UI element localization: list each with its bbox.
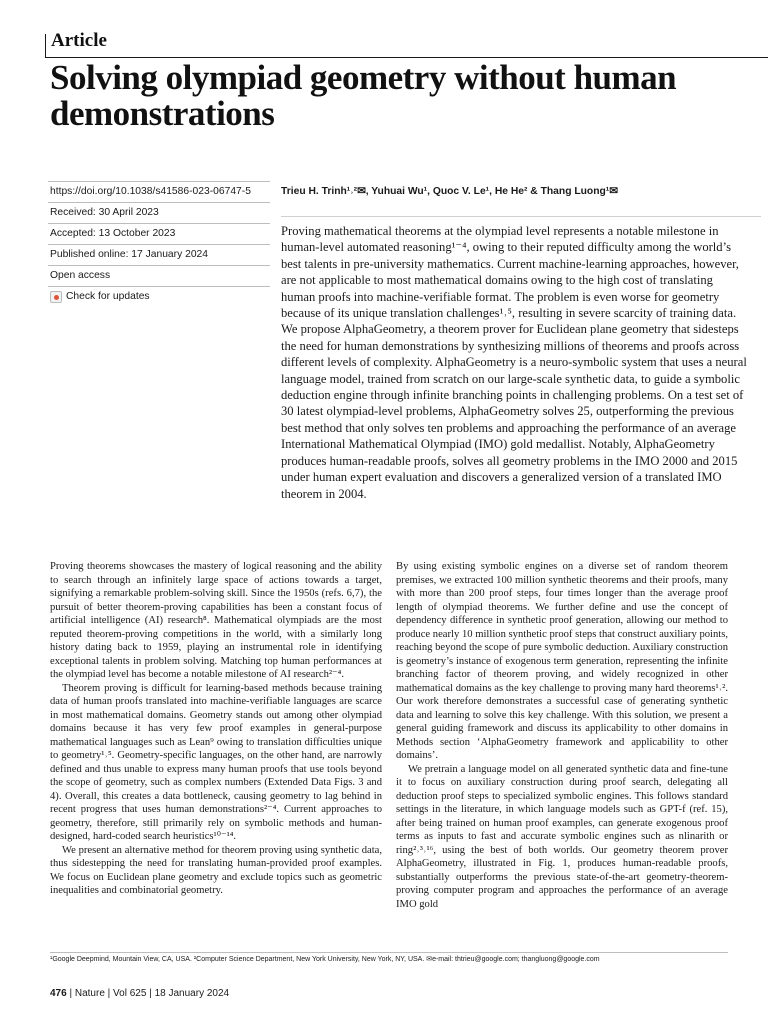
accepted-date: Accepted: 13 October 2023 — [48, 224, 270, 245]
body-paragraph: We present an alternative method for theorem proving using synthetic data, thus sidestepping the need for translating human-provided proof examples. We focus on Euclidean plane geometry and exclude topics such as geometric inequalities and combinatorial geometry. — [50, 844, 382, 896]
affiliations-footnote: ¹Google Deepmind, Mountain View, CA, USA. ²Computer Science Department, New York University, New York, NY, USA. ✉e-mail: thtrieu@google.com; thangluong@google.com — [50, 956, 600, 963]
received-date: Received: 30 April 2023 — [48, 203, 270, 224]
footer-separator: | — [107, 988, 114, 999]
body-paragraph: Proving theorems showcases the mastery of logical reasoning and the ability to search through an infinitely large space of actions towards a target, signifying a remarkable problem-solving skill. Since the 1950s (refs. 6,7), the pursuit of better theorem-proving capabilities has been a constant focus of artificial intelligence (AI) research⁸. Mathematical olympiads are the most reputed theorem-proving competitions in the world, with a similarly long history dating back to 1959, playing an instrumental role in identifying exceptional talents in problem solving. Matching top human performances at the olympiad level has become a notable milestone of AI research²⁻⁴. — [50, 561, 382, 680]
footnote-divider — [50, 952, 728, 953]
open-access-label: Open access — [48, 266, 270, 287]
footer-separator: | — [69, 988, 75, 999]
body-column-left — [50, 560, 382, 898]
page-number: 476 — [50, 988, 67, 999]
issue-date: 18 January 2024 — [154, 988, 230, 999]
body-column-right — [396, 560, 728, 911]
body-paragraph: Theorem proving is difficult for learning-based methods because training data of human proofs translated into machine-verifiable languages are scarce in most mathematical domains. Geometry stands out among other olympiad domains because it has very few proof examples in general-purpose mathematical languages such as Lean⁹ owing to translation difficulties unique to geometry¹˒⁵. Geometry-specific languages, on the other hand, are narrowly defined and thus unable to express many human proofs that use tools beyond the scope of geometry, such as complex numbers (Extended Data Figs. 3 and 4). Overall, this creates a data bottleneck, causing geometry to lag behind in recent progress that uses human demonstrations²⁻⁴. Current approaches to geometry, therefore, still primarily rely on symbolic methods and human-designed, hard-coded search heuristics¹⁰⁻¹⁴. — [50, 682, 382, 842]
journal-volume: Vol 625 — [113, 988, 147, 999]
check-for-updates-button[interactable] — [48, 287, 270, 307]
journal-name: Nature — [74, 988, 105, 999]
author-list: Trieu H. Trinh¹˒²✉, Yuhuai Wu¹, Quoc V. Le¹, He He² & Thang Luong¹✉ — [281, 186, 618, 197]
abstract — [281, 223, 749, 502]
body-paragraph: By using existing symbolic engines on a diverse set of random theorem premises, we extracted 100 million synthetic theorems and their proofs, many with more than 200 proof steps, four times longer than the average proof length of olympiad theorems. We further define and use the concept of dependency difference in synthetic proof generation, allowing our method to produce nearly 10 million synthetic proof steps that construct auxiliary points, reaching beyond the scope of pure symbolic deduction. Auxiliary construction is geometry’s instance of exogenous term generation, representing the infinite branching factor of theorem proving, and widely recognized in other mathematical domains as the key challenge to proving many hard theorems¹˒². Our work therefore demonstrates a successful case of generating synthetic data and learning to solve this key challenge. With this solution, we present a general guiding framework and discuss its applicability to other domains in Methods section ‘AlphaGeometry framework and applicability to other domains’. — [396, 561, 729, 761]
published-date: Published online: 17 January 2024 — [48, 245, 270, 266]
crossmark-icon — [50, 291, 62, 303]
authors-divider — [281, 216, 761, 217]
article-type-label: Article — [51, 30, 107, 51]
body-paragraph: We pretrain a language model on all generated synthetic data and fine-tune it to focus on auxiliary construction during proof search, delegating all deduction proof steps to specialized symbolic engines. This follows standard settings in the literature, in which language models such as GPT-f (ref. 15), after being trained on human proof examples, can generate exogenous proof terms as inputs to fast and accurate symbolic engines such as nlinarith or ring²˒³˒¹⁶, using the best of both worlds. Our geometry theorem prover AlphaGeometry, illustrated in Fig. 1, produces human-readable proofs, substantially outperforms the previous state-of-the-art geometry-theorem-proving computer program and approaches the performance of an average IMO gold — [396, 763, 728, 910]
footer-separator: | — [149, 988, 155, 999]
doi-link[interactable]: https://doi.org/10.1038/s41586-023-06747-5 — [48, 181, 270, 203]
article-title: Solving olympiad geometry without human demonstrations — [50, 58, 677, 133]
article-meta-panel — [48, 181, 270, 307]
check-for-updates-label: Check for updates — [66, 291, 150, 302]
abstract-text: Proving mathematical theorems at the olympiad level represents a notable milestone in human-level automated reasoning¹⁻⁴, owing to their reputed difficulty among the world’s best talents in pre-university mathematics. Current machine-learning approaches, however, are not applicable to most mathematical domains owing to the high cost of translating human proofs into machine-verifiable format. The problem is even worse for geometry because of its unique translation challenges¹˒⁵, resulting in severe scarcity of training data. We propose AlphaGeometry, a theorem prover for Euclidean plane geometry that sidesteps the need for human demonstrations by synthesizing millions of theorems and proofs across different levels of complexity. AlphaGeometry is a neuro-symbolic system that uses a neural language model, trained from scratch on our large-scale synthetic data, to guide a symbolic deduction engine through infinite branching points in challenging problems. On a test set of 30 latest olympiad-level problems, AlphaGeometry solves 25, outperforming the previous best method that only solves ten problems and approaching the performance of an average International Mathematical Olympiad (IMO) gold medallist. Notably, AlphaGeometry produces human-readable proofs, solves all geometry problems in the IMO 2000 and 2015 under human expert evaluation and discovers a generalized version of a translated IMO theorem in 2004. — [281, 224, 747, 501]
page-footer — [50, 988, 229, 1000]
header-accent-rule — [45, 34, 46, 58]
